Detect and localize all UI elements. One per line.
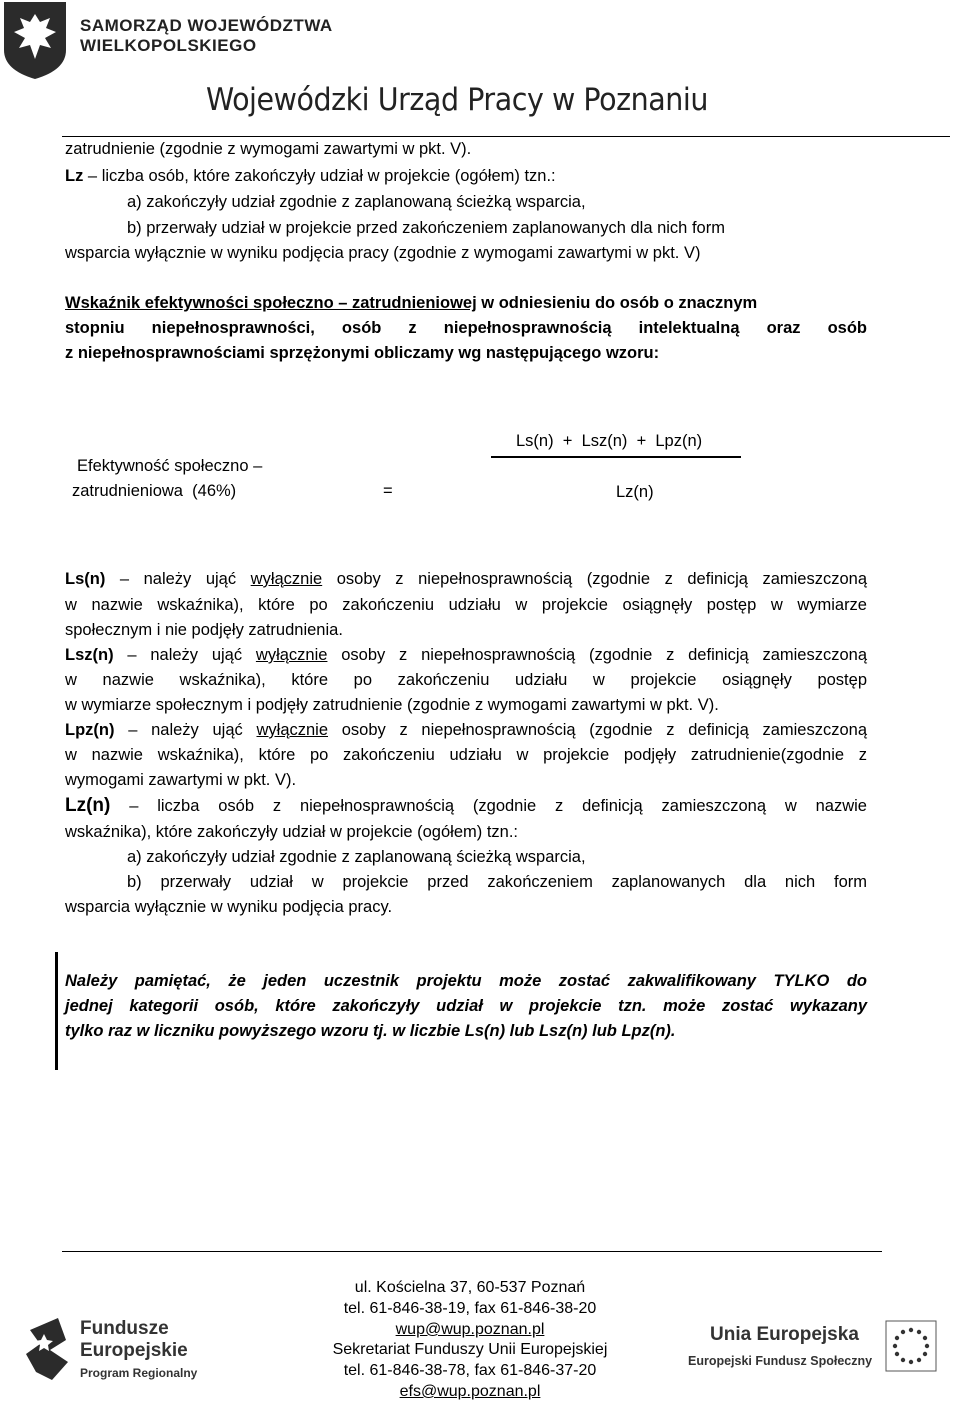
formula-numerator: Ls(n) + Lsz(n) + Lpz(n)	[516, 432, 703, 450]
footer-department: Sekretariat Funduszy Unii Europejskiej	[332, 1341, 608, 1358]
text-line: wsparcia wyłącznie w wyniku podjęcia pracy (zgodnie z wymogami zawartymi w pkt. V)	[65, 244, 701, 262]
footer-address: ul. Kościelna 37, 60-537 Poznań	[354, 1279, 586, 1296]
footer-divider	[62, 1251, 882, 1252]
text-line: wymogami zawartymi w pkt. V).	[65, 771, 297, 789]
text-line: zatrudnienie (zgodnie z wymogami zawartymi w pkt. V).	[65, 140, 472, 158]
text-line: w nazwie wskaźnika), które po zakończeniu udziału w projekcie podjęły zatrudnienie(zgodnie z	[65, 746, 867, 764]
formula-label: Efektywność społeczno –	[77, 457, 263, 475]
fe-logo-subtitle: Program Regionalny	[80, 1366, 198, 1380]
footer-email-link[interactable]: efs@wup.poznan.pl	[399, 1383, 541, 1400]
lsz-definition: Lsz(n) – należy ująć wyłącznie osoby z niepełnosprawnością (zgodnie z definicją zamieszczoną	[65, 646, 868, 664]
text-line: w nazwie wskaźnika), które po zakończeniu udziału w projekcie osiągnęły postęp	[65, 671, 867, 689]
list-item: b) przerwały udział w projekcie przed zakończeniem zaplanowanych dla nich form	[127, 873, 867, 891]
fraction-bar	[491, 456, 741, 458]
samorzad-logo	[0, 0, 333, 80]
formula-denominator: Lz(n)	[616, 483, 654, 501]
formula-equals: =	[383, 482, 393, 500]
lz-n-definition: Lz(n) – liczba osób z niepełnosprawnością (zgodnie z definicją zamieszczoną w nazwie	[65, 795, 867, 816]
list-item: a) zakończyły udział zgodnie z zaplanowaną ścieżką wsparcia,	[127, 193, 586, 211]
eu-logo	[680, 1320, 940, 1380]
note-side-bar	[55, 952, 58, 1070]
lpz-definition: Lpz(n) – należy ująć wyłącznie osoby z niepełnosprawnością (zgodnie z definicją zamieszczoną	[65, 721, 868, 739]
list-item: a) zakończyły udział zgodnie z zaplanowaną ścieżką wsparcia,	[127, 848, 586, 866]
footer-phone: tel. 61-846-38-19, fax 61-846-38-20	[343, 1300, 597, 1317]
list-item: b) przerwały udział w projekcie przed zakończeniem zaplanowanych dla nich form	[127, 219, 725, 237]
text-line: w nazwie wskaźnika), które po zakończeniu udziału w projekcie osiągnęły postęp w wymiarze	[65, 596, 867, 614]
formula-label: zatrudnieniowa (46%)	[72, 482, 237, 500]
eu-flag-icon	[885, 1320, 937, 1372]
lz-definition: Lz – liczba osób, które zakończyły udział w projekcie (ogółem) tzn.:	[65, 167, 556, 185]
eu-logo-title: Unia Europejska	[710, 1324, 859, 1345]
office-title: Wojewódzki Urząd Pracy w Poznaniu	[206, 82, 708, 118]
note-line: Należy pamiętać, że jeden uczestnik projektu może zostać zakwalifikowany TYLKO do	[65, 972, 867, 990]
indicator-heading-line: z niepełnosprawnościami sprzężonymi obliczamy wg następującego wzoru:	[65, 344, 660, 362]
footer-email-link[interactable]: wup@wup.poznan.pl	[395, 1321, 545, 1338]
ls-definition: Ls(n) – należy ująć wyłącznie osoby z niepełnosprawnością (zgodnie z definicją zamieszczoną	[65, 570, 868, 588]
fe-logo-text: Fundusze Europejskie	[80, 1318, 188, 1361]
text-line: wsparcia wyłącznie w wyniku podjęcia pracy.	[65, 898, 393, 916]
text-line: społecznym i nie podjęły zatrudnienia.	[65, 621, 343, 639]
org-name: SAMORZĄD WOJEWÓDZTWA WIELKOPOLSKIEGO	[80, 16, 333, 55]
note-line: jednej kategorii osób, które zakończyły udział w projekcie tzn. może zostać wykazany	[65, 997, 867, 1015]
text-line: w wymiarze społecznym i podjęły zatrudnienie (zgodnie z wymogami zawartymi w pkt. V).	[65, 696, 719, 714]
indicator-heading: Wskaźnik efektywności społeczno – zatrudnieniowej w odniesieniu do osób o znacznym	[65, 294, 758, 312]
eagle-emblem-icon	[0, 0, 70, 80]
indicator-heading-line: stopniu niepełnosprawności, osób z niepełnosprawnością intelektualną oraz osób	[65, 319, 867, 337]
text-line: wskaźnika), które zakończyły udział w projekcie (ogółem) tzn.:	[65, 823, 519, 841]
header-divider	[62, 136, 950, 137]
note-line: tylko raz w liczniku powyższego wzoru tj. w liczbie Ls(n) lub Lsz(n) lub Lpz(n).	[65, 1022, 676, 1040]
eu-logo-subtitle: Europejski Fundusz Społeczny	[688, 1354, 873, 1368]
fundusze-star-icon	[22, 1310, 74, 1388]
fundusze-europejskie-logo	[22, 1310, 242, 1390]
footer-phone: tel. 61-846-38-78, fax 61-846-37-20	[343, 1362, 597, 1379]
